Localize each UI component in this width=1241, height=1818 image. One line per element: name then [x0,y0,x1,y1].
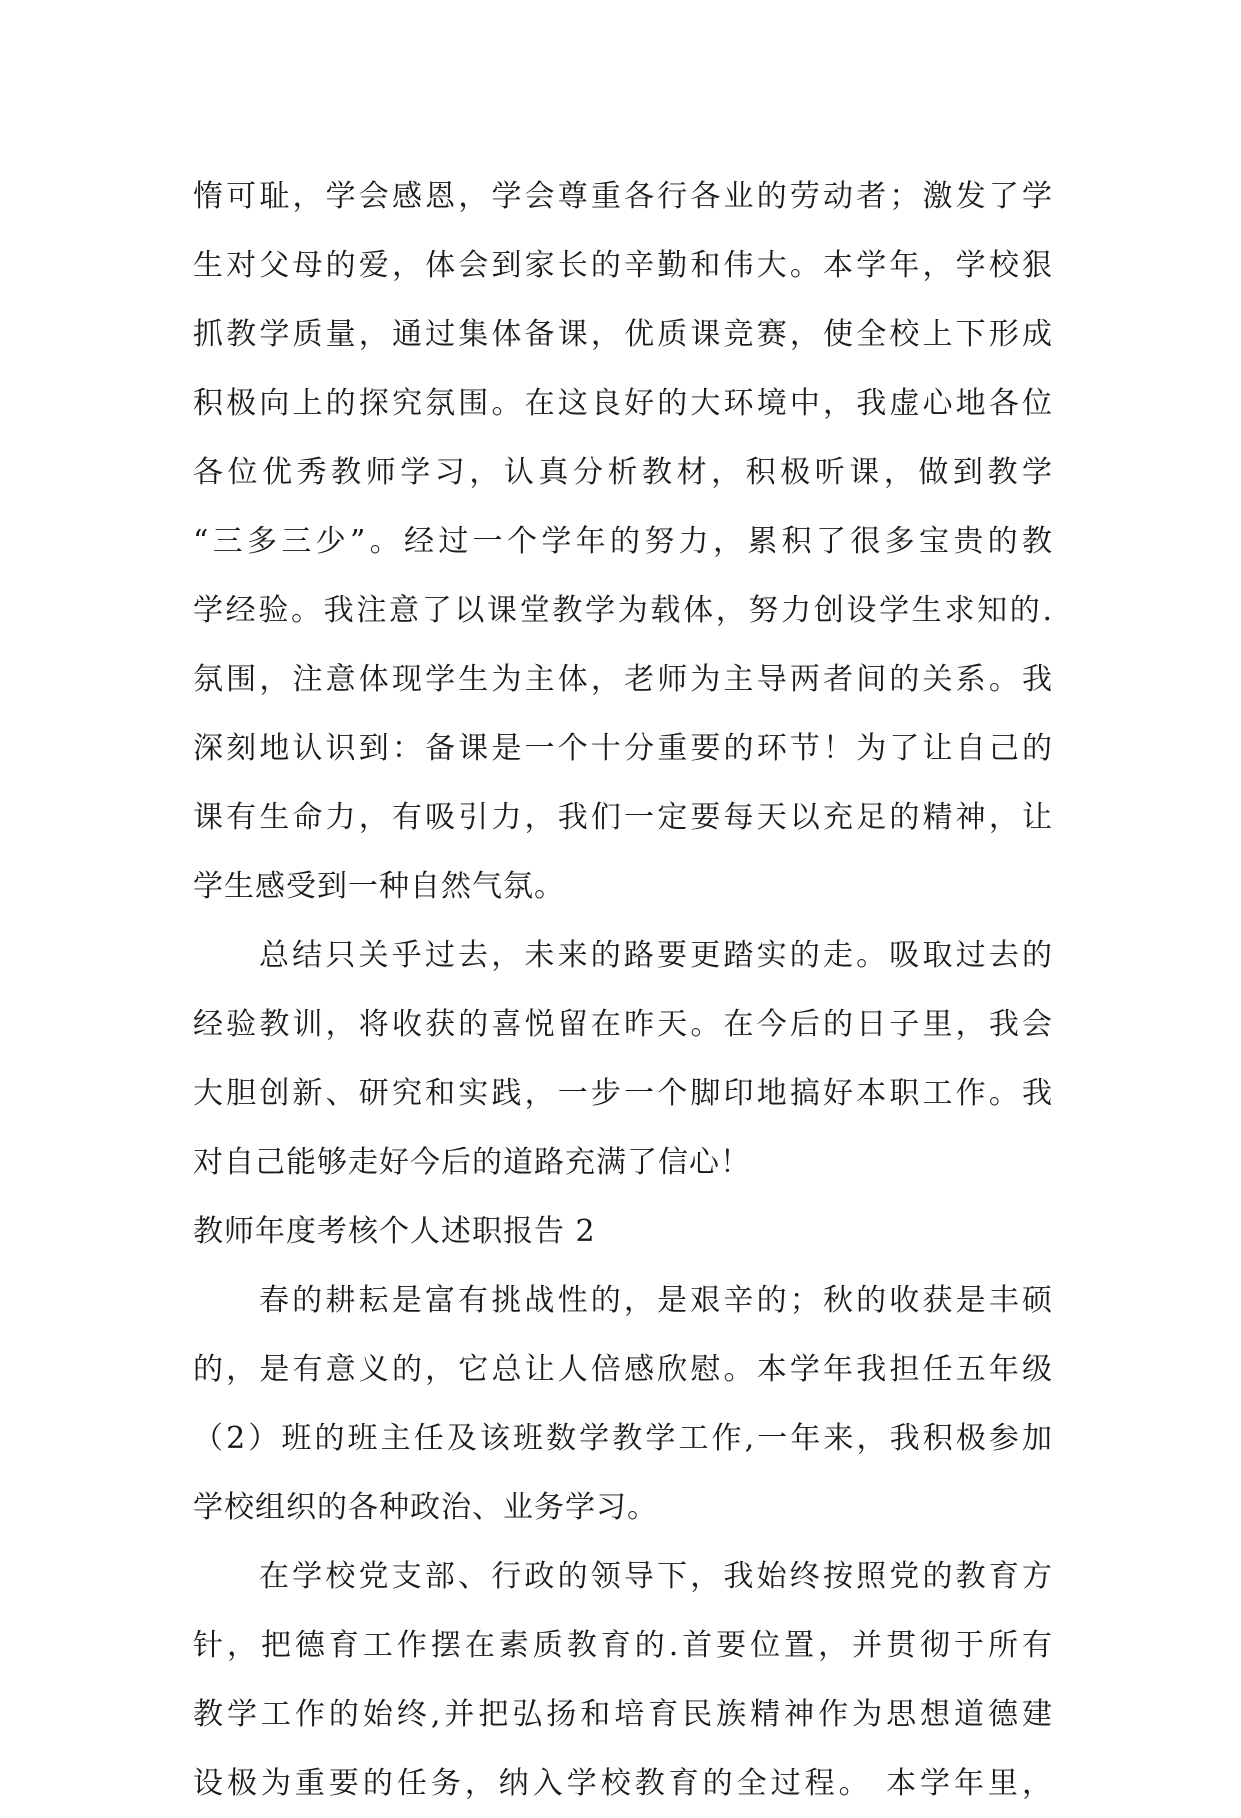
text-line: 的，是有意义的，它总让人倍感欣慰。本学年我担任五年级 [193,1352,1053,1387]
text-line: 氛围，注意体现学生为主体，老师为主导两者间的关系。我 [193,662,1053,697]
paragraph-4 [193,1542,1053,1818]
text-line: 惰可耻，学会感恩，学会尊重各行各业的劳动者；激发了学 [193,179,1053,214]
text-line: 抓教学质量，通过集体备课，优质课竞赛，使全校上下形成 [193,317,1053,352]
document-page [193,162,1053,1818]
paragraph-2 [193,921,1053,1197]
text-line: 课有生命力，有吸引力，我们一定要每天以充足的精神，让 [193,800,1053,835]
paragraph-3 [193,1266,1053,1542]
text-line: 针，把德育工作摆在素质教育的.首要位置，并贯彻于所有 [193,1628,1053,1663]
text-line: （2）班的班主任及该班数学教学工作,一年来，我积极参加 [193,1421,1053,1456]
text-line: 总结只关乎过去，未来的路要更踏实的走。吸取过去的 [259,938,1053,973]
text-line: 学经验。我注意了以课堂教学为载体，努力创设学生求知的. [193,593,1053,628]
text-line: 学校组织的各种政治、业务学习。 [193,1490,658,1525]
text-line: 经验教训，将收获的喜悦留在昨天。在今后的日子里，我会 [193,1007,1053,1042]
text-line: 教学工作的始终,并把弘扬和培育民族精神作为思想道德建 [193,1697,1053,1732]
text-line: 在学校党支部、行政的领导下，我始终按照党的教育方 [259,1559,1053,1594]
text-line: 对自己能够走好今后的道路充满了信心！ [193,1145,751,1180]
text-line: 学生感受到一种自然气氛。 [193,869,565,904]
paragraph-1 [193,162,1053,921]
text-line: 春的耕耘是富有挑战性的，是艰辛的；秋的收获是丰硕 [259,1283,1053,1318]
text-line: 深刻地认识到：备课是一个十分重要的环节！为了让自己的 [193,731,1053,766]
text-line: “三多三少”。经过一个学年的努力，累积了很多宝贵的教 [193,524,1053,559]
section-title: 教师年度考核个人述职报告 2 [193,1214,596,1249]
text-line: 积极向上的探究氛围。在这良好的大环境中，我虚心地各位 [193,386,1053,421]
text-line: 设极为重要的任务，纳入学校教育的全过程。 本学年里， [193,1766,1053,1801]
text-line: 大胆创新、研究和实践，一步一个脚印地搞好本职工作。我 [193,1076,1053,1111]
text-line: 各位优秀教师学习，认真分析教材，积极听课，做到教学 [193,455,1053,490]
text-line: 生对父母的爱，体会到家长的辛勤和伟大。本学年，学校狠 [193,248,1053,283]
